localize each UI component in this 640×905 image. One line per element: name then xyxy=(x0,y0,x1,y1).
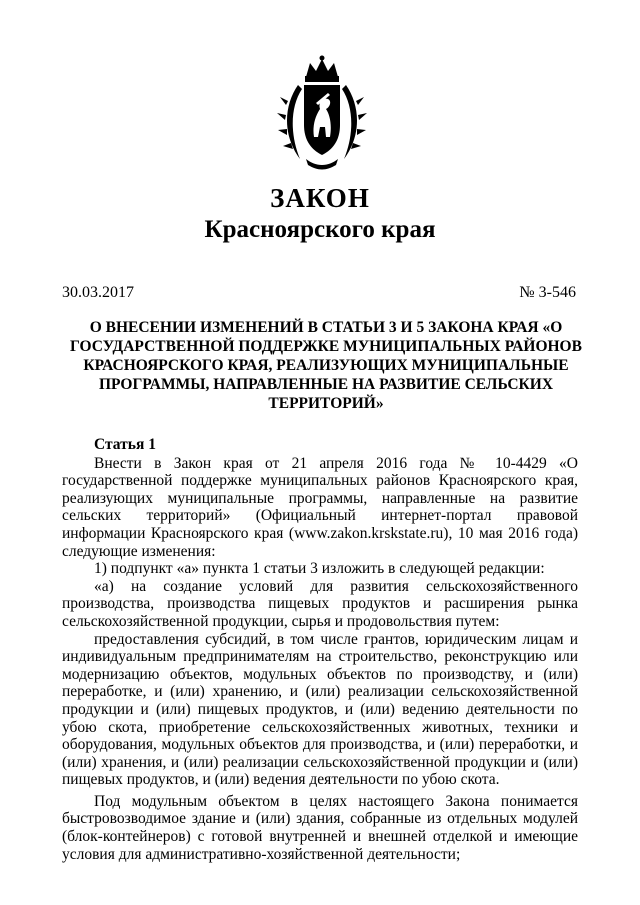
article-heading: Статья 1 xyxy=(94,436,156,453)
paragraph: Под модульным объектом в целях настоящего Закона понимается быстровозводимое здание и (или) здания, собранные из отдельных модулей (блок-контейнеров) с готовой внутренней и внешней отделкой и имеющие условия для административно-хозяйственной деятельности; xyxy=(62,792,578,863)
document-title: ЗАКОН xyxy=(270,183,370,213)
document-subtitle: Красноярского края xyxy=(204,216,436,243)
document-number: № 3-546 xyxy=(519,284,576,301)
document-body xyxy=(62,436,578,863)
paragraph: 1) подпункт «а» пункта 1 статьи 3 изложить в следующей редакции: xyxy=(94,560,545,578)
paragraph: «а) на создание условий для развития сельскохозяйственного производства, производства пищевых продуктов и расширения рынка сельскохозяйственной продукции, сырья и продовольствия путем: xyxy=(62,577,578,630)
document-date: 30.03.2017 xyxy=(62,284,134,301)
paragraph: предоставления субсидий, в том числе грантов, юридическим лицам и индивидуальным предпринимателям на строительство, реконструкцию или модернизацию объектов, модульных объектов по производству, и (или) переработке, и (или) хранению, и (или) реализации сельскохозяйственной продукции и (или) пищевых продуктов, и (или) ведению деятельности по убою скота, приобретение сельскохозяйственных животных, техники и оборудования, модульных объектов для производства, и (или) переработки, и (или) хранения, и (или) реализации сельскохозяйственной продукции и (или) пищевых продуктов, и (или) ведения деятельности по убою скота. xyxy=(62,630,578,789)
law-subject-heading: О ВНЕСЕНИИ ИЗМЕНЕНИЙ В СТАТЬИ 3 И 5 ЗАКОНА КРАЯ «О ГОСУДАРСТВЕННОЙ ПОДДЕРЖКЕ МУНИЦИПАЛЬНЫХ РАЙОНОВ КРАСНОЯРСКОГО КРАЯ, РЕАЛИЗУЮЩИХ МУНИЦИПАЛЬНЫЕ ПРОГРАММЫ, НАПРАВЛЕННЫЕ НА РАЗВИТИЕ СЕЛЬСКИХ ТЕРРИТОРИЙ» xyxy=(70,319,582,412)
paragraph: Внести в Закон края от 21 апреля 2016 года № 10-4429 «О государственной поддержке муниципальных районов Красноярского края, реализующих муниципальные программы, направленные на развитие сельских территорий» (Официальный интернет-портал правовой информации Красноярского края (www.zakon.krskstate.ru), 10 мая 2016 года) следующие изменения: xyxy=(62,454,578,560)
coat-of-arms-emblem xyxy=(276,55,368,175)
